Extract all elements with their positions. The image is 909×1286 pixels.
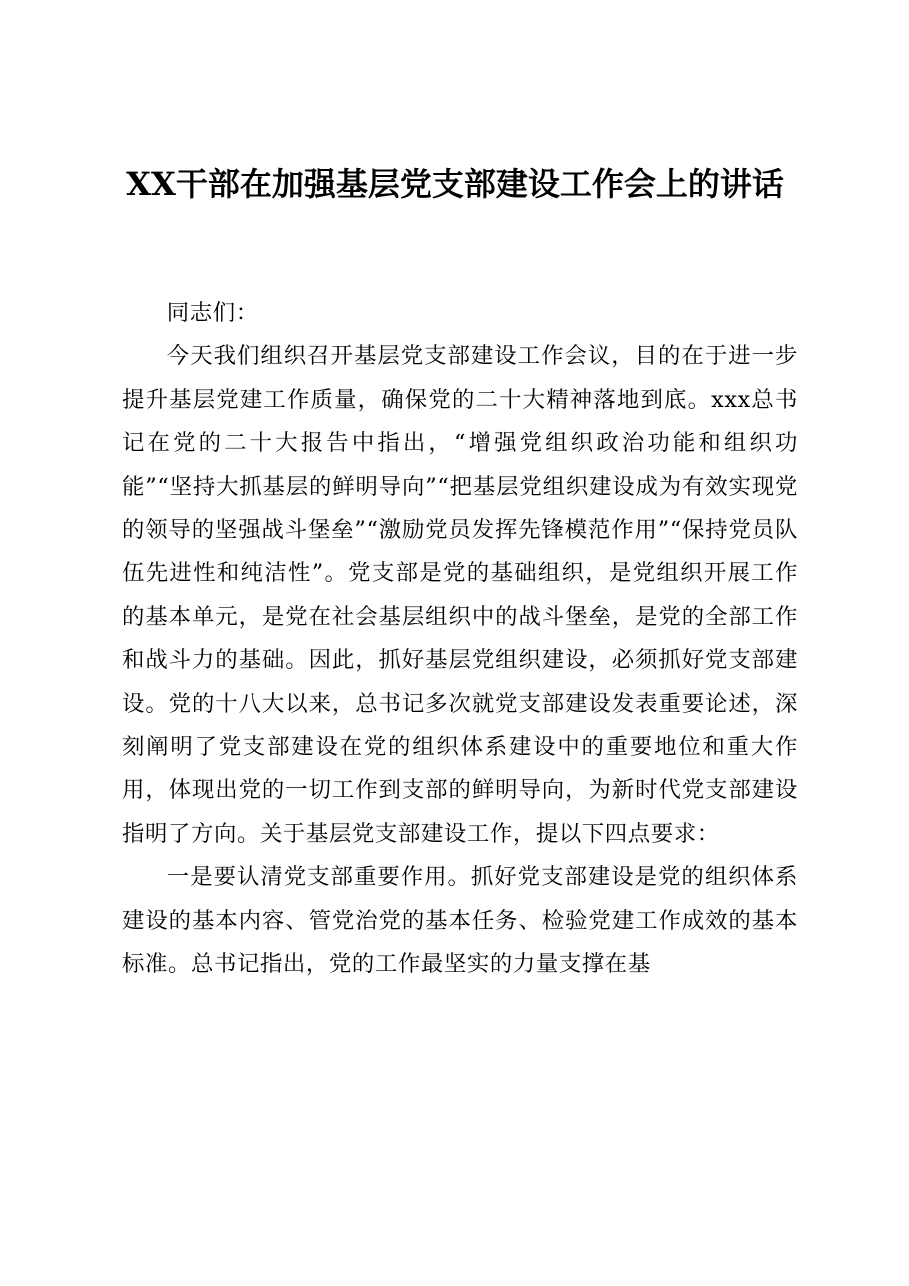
document-title: XX干部在加强基层党支部建设工作会上的讲话: [126, 165, 784, 203]
salutation-paragraph: 同志们：: [166, 300, 259, 326]
body-paragraph-2: 一是要认清党支部重要作用。抓好党支部建设是党的组织体系建设的基本内容、管党治党的基本任务、检验党建工作成效的基本标准。总书记指出，党的工作最坚实的力量支撑在基: [122, 864, 798, 978]
document-body: [122, 292, 798, 987]
body-paragraph-1: 今天我们组织召开基层党支部建设工作会议，目的在于进一步提升基层党建工作质量，确保党的二十大精神落地到底。xxx总书记在党的二十大报告中指出，“增强党组织政治功能和组织功能”“坚持大抓基层的鲜明导向”“把基层党组织建设成为有效实现党的领导的坚强战斗堡垒”“激励党员发挥先锋模范作用”“保持党员队伍先进性和纯洁性”。党支部是党的基础组织，是党组织开展工作的基本单元，是党在社会基层组织中的战斗堡垒，是党的全部工作和战斗力的基础。因此，抓好基层党组织建设，必须抓好党支部建设。党的十八大以来，总书记多次就党支部建设发表重要论述，深刻阐明了党支部建设在党的组织体系建设中的重要地位和重大作用，体现出党的一切工作到支部的鲜明导向，为新时代党支部建设指明了方向。关于基层党支部建设工作，提以下四点要求：: [122, 343, 798, 847]
